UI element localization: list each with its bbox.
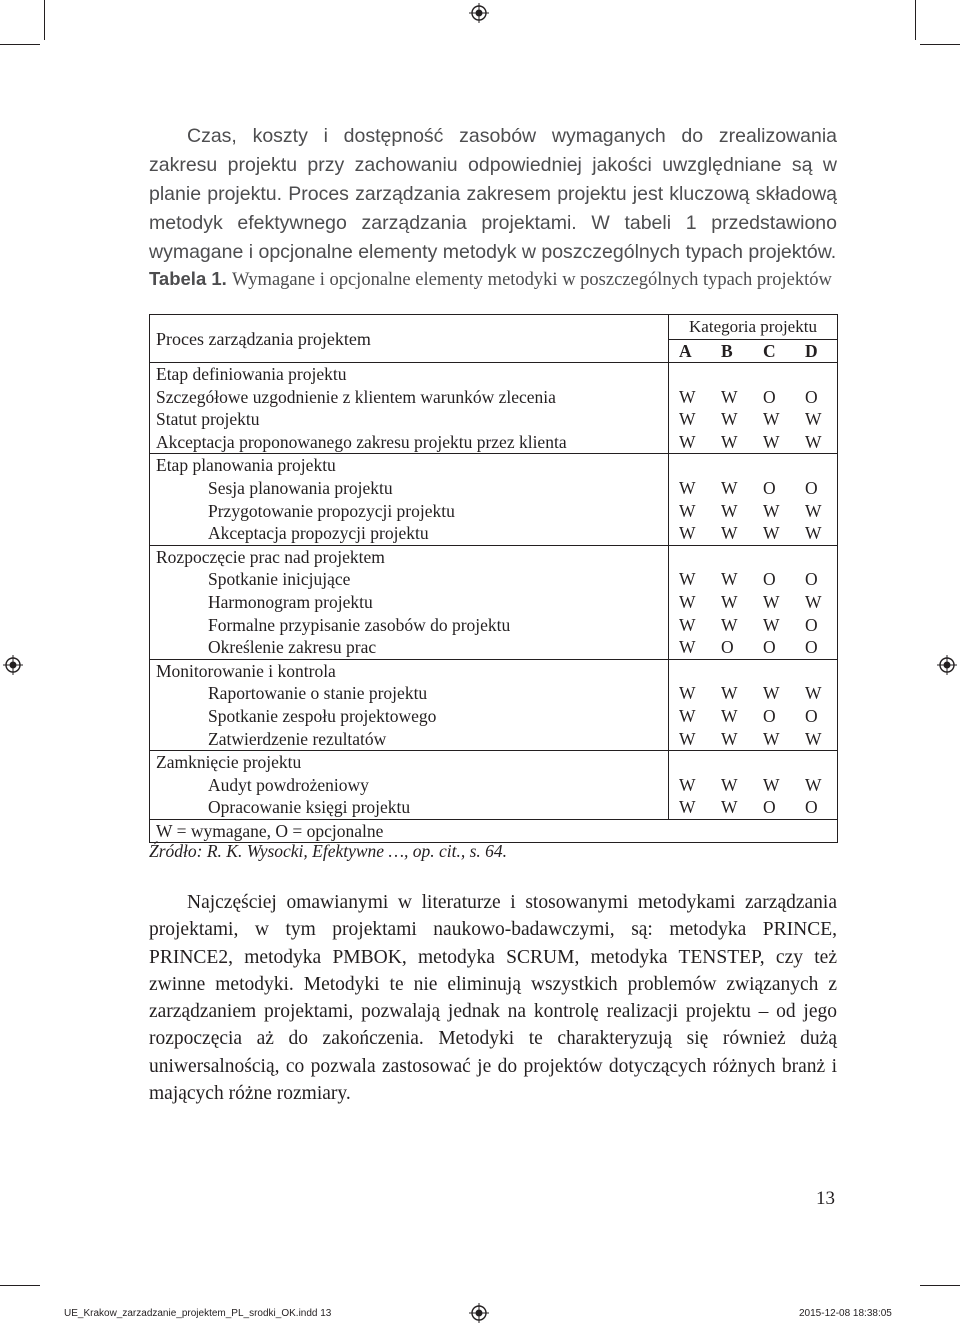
group-empty-cell bbox=[711, 659, 753, 682]
category-value-d: W bbox=[795, 774, 838, 797]
slug-file-info: UE_Krakow_zarzadzanie_projektem_PL_srodki_OK.indd 13 bbox=[64, 1308, 332, 1319]
group-title: Zamknięcie projektu bbox=[150, 751, 669, 774]
category-value-b: W bbox=[721, 569, 738, 590]
crop-mark-top-left bbox=[44, 0, 45, 40]
table-group-row bbox=[150, 545, 838, 568]
intro-paragraph bbox=[149, 122, 837, 267]
group-title: Etap planowania projektu bbox=[150, 454, 669, 477]
category-value-c: O bbox=[763, 477, 776, 498]
table-row bbox=[150, 796, 838, 819]
category-value-d: W bbox=[795, 591, 838, 614]
table-group-row bbox=[150, 363, 838, 386]
category-value-c: W bbox=[763, 500, 780, 521]
row-label: Opracowanie księgi projektu bbox=[150, 796, 669, 819]
category-value-d: O bbox=[795, 636, 838, 659]
group-empty-cell bbox=[669, 751, 712, 774]
row-label: Spotkanie inicjujące bbox=[150, 568, 669, 591]
category-value-a: W bbox=[669, 568, 712, 591]
category-column-d: D bbox=[795, 340, 838, 363]
group-empty-cell bbox=[753, 454, 795, 477]
group-title: Monitorowanie i kontrola bbox=[150, 659, 669, 682]
category-value-b: O bbox=[721, 637, 734, 658]
group-title: Etap definiowania projektu bbox=[150, 363, 669, 386]
category-value-c: W bbox=[763, 774, 780, 795]
category-value-d: W bbox=[795, 522, 838, 545]
group-empty-cell bbox=[795, 454, 838, 477]
group-empty-cell bbox=[753, 545, 795, 568]
legend-row bbox=[150, 819, 838, 843]
category-value-d: O bbox=[795, 614, 838, 637]
group-empty-cell bbox=[669, 659, 712, 682]
crop-mark-bottom-right-h bbox=[920, 1285, 960, 1286]
category-value-c: W bbox=[763, 614, 780, 635]
category-value-a: W bbox=[669, 500, 712, 523]
category-value-d: O bbox=[795, 477, 838, 500]
table-row bbox=[150, 500, 838, 523]
category-value-d: O bbox=[795, 796, 838, 819]
process-header: Proces zarządzania projektem bbox=[150, 315, 669, 363]
table-legend: W = wymagane, O = opcjonalne bbox=[150, 819, 838, 843]
table-caption-text: Wymagane i opcjonalne elementy metodyki w poszczególnych typach projektów bbox=[231, 270, 832, 290]
table-row bbox=[150, 386, 838, 409]
group-empty-cell bbox=[795, 751, 838, 774]
category-value-b: W bbox=[721, 477, 738, 498]
group-empty-cell bbox=[753, 659, 795, 682]
category-value-d: W bbox=[795, 408, 838, 431]
category-value-b: W bbox=[721, 774, 738, 795]
category-value-b: W bbox=[721, 500, 738, 521]
category-column-b: B bbox=[711, 340, 753, 363]
category-value-c: W bbox=[763, 431, 780, 452]
table-row bbox=[150, 774, 838, 797]
table-group-row bbox=[150, 751, 838, 774]
category-value-d: O bbox=[795, 386, 838, 409]
registration-target-icon bbox=[469, 1303, 489, 1323]
category-header: Kategoria projektu bbox=[669, 315, 838, 340]
category-value-c: W bbox=[763, 591, 780, 612]
category-value-a: W bbox=[669, 705, 712, 728]
row-label: Zatwierdzenie rezultatów bbox=[150, 728, 669, 751]
methodology-table bbox=[149, 314, 838, 843]
category-value-b: W bbox=[721, 683, 738, 704]
row-label: Sesja planowania projektu bbox=[150, 477, 669, 500]
category-value-d: W bbox=[795, 682, 838, 705]
category-value-b: W bbox=[721, 797, 738, 818]
category-column-c: C bbox=[753, 340, 795, 363]
table-row bbox=[150, 636, 838, 659]
table-row bbox=[150, 568, 838, 591]
row-label: Formalne przypisanie zasobów do projektu bbox=[150, 614, 669, 637]
group-empty-cell bbox=[669, 363, 712, 386]
slug-timestamp: 2015-12-08 18:38:05 bbox=[799, 1308, 892, 1319]
table-caption-label: Tabela 1. bbox=[149, 268, 227, 289]
category-value-b: W bbox=[721, 591, 738, 612]
table-row bbox=[150, 431, 838, 454]
main-paragraph-text: Najczęściej omawianymi w literaturze i stosowanymi metodykami zarządzania projektami, w tym projektami naukowo-badawczymi, są: metodyka PRINCE, PRINCE2, metodyka PMBOK, metodyka SCRUM, metodyka TENSTEP, czy też zwinne metodyki. Metodyki te nie eliminują wszystkich problemów związanych z zarządzaniem projektami, pozwalają jednak na kontrolę realizacji projektu – od jego rozpoczęcia aż do zakończenia. Metodyki te charakteryzują się również dużą uniwersalnością, co pozwala zastosować je do projektów dotyczących różnych branż i mających różne rozmiary. bbox=[149, 892, 837, 1105]
category-value-c: W bbox=[763, 728, 780, 749]
category-value-b: W bbox=[721, 409, 738, 430]
row-label: Raportowanie o stanie projektu bbox=[150, 682, 669, 705]
category-value-b: W bbox=[721, 614, 738, 635]
group-title: Rozpoczęcie prac nad projektem bbox=[150, 545, 669, 568]
category-value-b: W bbox=[721, 728, 738, 749]
table-body bbox=[150, 315, 838, 843]
group-empty-cell bbox=[669, 454, 712, 477]
category-value-d: O bbox=[795, 705, 838, 728]
category-value-d: W bbox=[795, 728, 838, 751]
category-value-a: W bbox=[669, 774, 712, 797]
category-value-a: W bbox=[669, 682, 712, 705]
category-value-d: O bbox=[795, 568, 838, 591]
category-value-b: W bbox=[721, 386, 738, 407]
main-paragraph bbox=[149, 889, 837, 1107]
category-value-a: W bbox=[669, 386, 712, 409]
category-value-a: W bbox=[669, 477, 712, 500]
table-row bbox=[150, 728, 838, 751]
category-value-a: W bbox=[669, 796, 712, 819]
category-value-c: W bbox=[763, 683, 780, 704]
category-value-c: O bbox=[763, 386, 776, 407]
category-value-a: W bbox=[669, 591, 712, 614]
category-value-a: W bbox=[669, 408, 712, 431]
table-header-row bbox=[150, 315, 838, 340]
row-label: Statut projektu bbox=[150, 408, 669, 431]
row-label: Audyt powdrożeniowy bbox=[150, 774, 669, 797]
group-empty-cell bbox=[669, 545, 712, 568]
group-empty-cell bbox=[711, 363, 753, 386]
table-row bbox=[150, 682, 838, 705]
group-empty-cell bbox=[753, 751, 795, 774]
row-label: Akceptacja propozycji projektu bbox=[150, 522, 669, 545]
category-column-a: A bbox=[669, 340, 712, 363]
category-value-c: O bbox=[763, 569, 776, 590]
category-value-c: O bbox=[763, 637, 776, 658]
group-empty-cell bbox=[711, 751, 753, 774]
table-row bbox=[150, 408, 838, 431]
category-value-a: W bbox=[669, 522, 712, 545]
table-caption bbox=[149, 268, 832, 291]
row-label: Akceptacja proponowanego zakresu projektu przez klienta bbox=[150, 431, 669, 454]
table-row bbox=[150, 522, 838, 545]
table-row bbox=[150, 477, 838, 500]
crop-mark-top-right bbox=[915, 0, 916, 40]
category-value-b: W bbox=[721, 523, 738, 544]
registration-target-icon bbox=[3, 655, 23, 675]
crop-mark-bottom-left-h bbox=[0, 1285, 40, 1286]
category-value-c: W bbox=[763, 409, 780, 430]
page-number: 13 bbox=[816, 1188, 835, 1209]
group-empty-cell bbox=[753, 363, 795, 386]
category-value-c: O bbox=[763, 705, 776, 726]
row-label: Harmonogram projektu bbox=[150, 591, 669, 614]
row-label: Określenie zakresu prac bbox=[150, 636, 669, 659]
category-value-a: W bbox=[669, 636, 712, 659]
category-value-a: W bbox=[669, 614, 712, 637]
group-empty-cell bbox=[795, 659, 838, 682]
table-source: Źródło: R. K. Wysocki, Efektywne …, op. cit., s. 64. bbox=[149, 841, 508, 861]
table-group-row bbox=[150, 659, 838, 682]
row-label: Przygotowanie propozycji projektu bbox=[150, 500, 669, 523]
group-empty-cell bbox=[795, 545, 838, 568]
table-group-row bbox=[150, 454, 838, 477]
row-label: Szczegółowe uzgodnienie z klientem warunków zlecenia bbox=[150, 386, 669, 409]
group-empty-cell bbox=[711, 545, 753, 568]
registration-target-icon bbox=[937, 655, 957, 675]
group-empty-cell bbox=[711, 454, 753, 477]
intro-paragraph-text: Czas, koszty i dostępność zasobów wymaganych do zrealizowania zakresu projektu przy zachowaniu odpowiedniej jakości uwzględniane są w planie projektu. Proces zarządzania zakresem projektu jest kluczową składową metodyk efektywnego zarządzania projektami. W tabeli 1 przedstawiono wymagane i opcjonalne elementy metodyk w poszczególnych typach projektów. bbox=[149, 125, 837, 263]
category-value-a: W bbox=[669, 431, 712, 454]
row-label: Spotkanie zespołu projektowego bbox=[150, 705, 669, 728]
category-value-d: W bbox=[795, 500, 838, 523]
group-empty-cell bbox=[795, 363, 838, 386]
crop-mark-top-right-h bbox=[920, 44, 960, 45]
registration-target-icon bbox=[469, 3, 489, 23]
table-row bbox=[150, 705, 838, 728]
table-row bbox=[150, 614, 838, 637]
category-value-c: W bbox=[763, 523, 780, 544]
category-value-d: W bbox=[795, 431, 838, 454]
category-value-c: O bbox=[763, 797, 776, 818]
table-row bbox=[150, 591, 838, 614]
category-value-b: W bbox=[721, 431, 738, 452]
crop-mark-top-left-h bbox=[0, 44, 40, 45]
category-value-a: W bbox=[669, 728, 712, 751]
category-value-b: W bbox=[721, 705, 738, 726]
